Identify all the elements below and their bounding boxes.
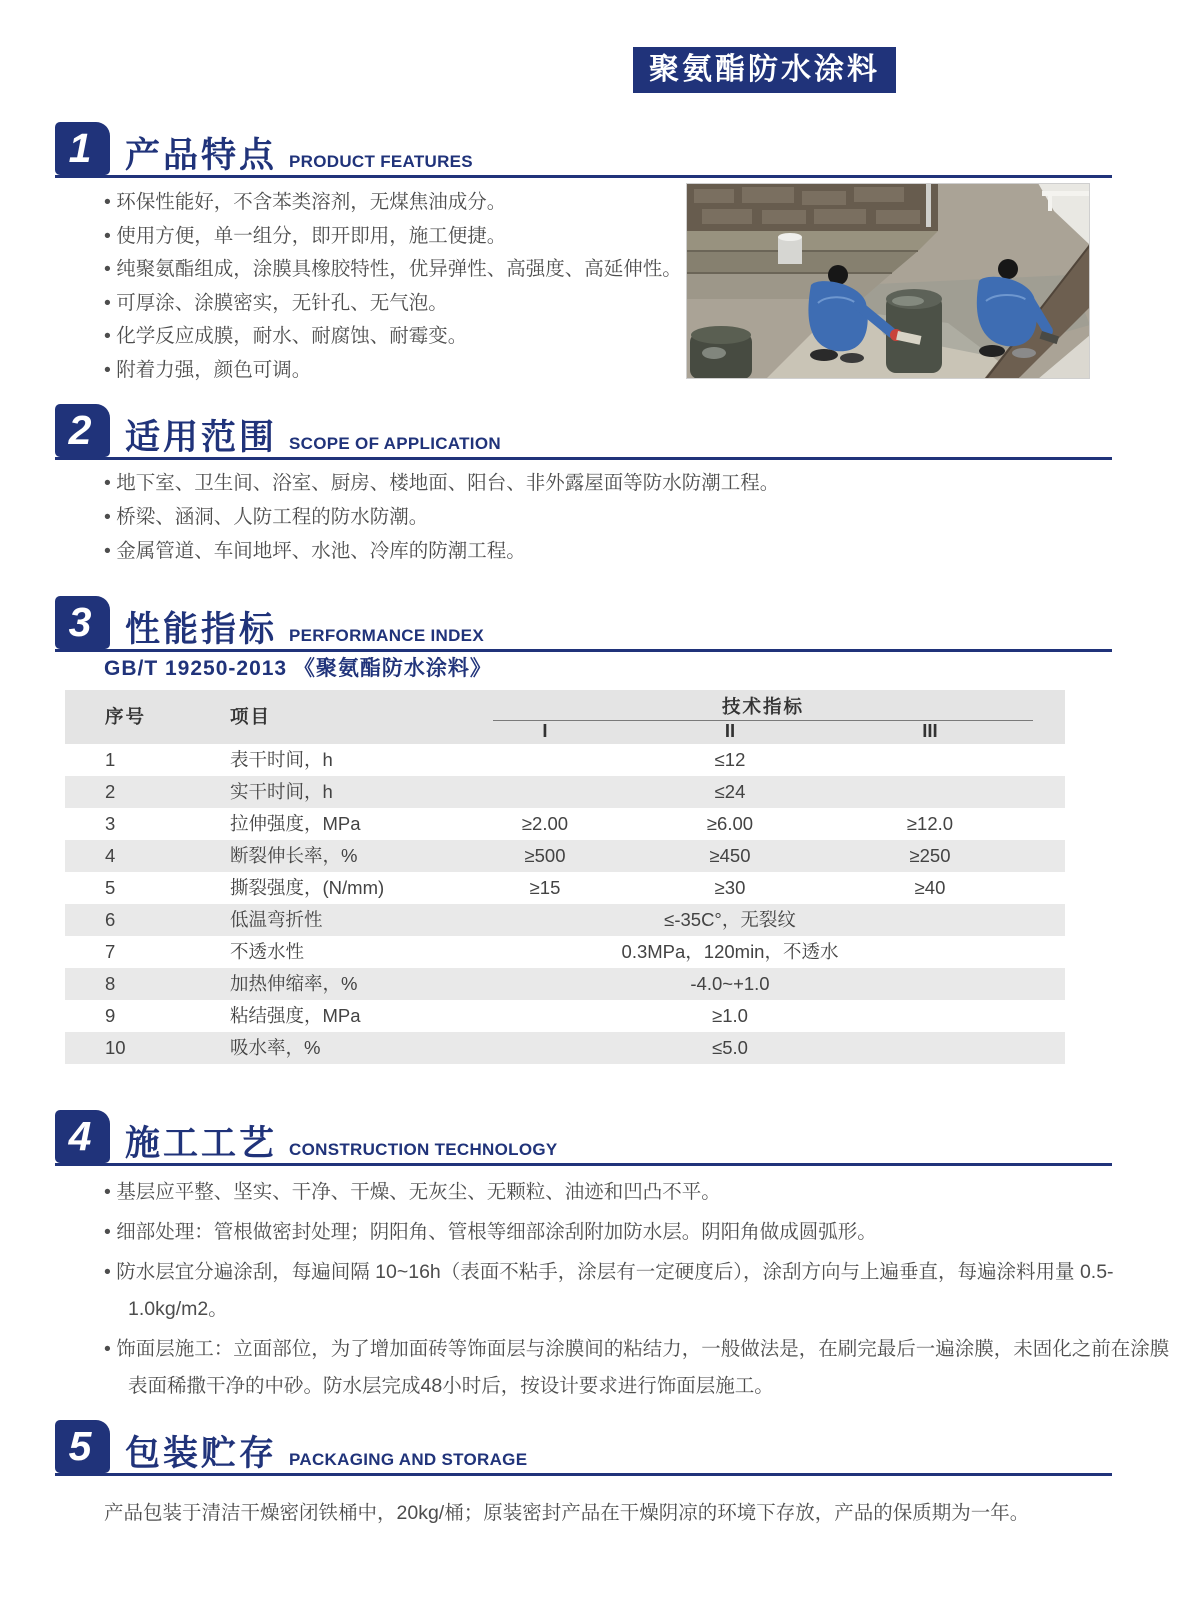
row-value-grade-iii: ≥250 (909, 845, 951, 866)
row-index: 1 (105, 749, 116, 770)
row-item: 实干时间，h (230, 781, 333, 802)
section-3-header (55, 596, 1112, 652)
feature-bullet: • 使用方便，单一组分，即开即用，施工便捷。 (104, 220, 682, 254)
section-3-subtitle: PERFORMANCE INDEX (289, 626, 484, 645)
row-index: 5 (105, 877, 116, 898)
row-item: 加热伸缩率，% (230, 973, 358, 994)
section-5-header (55, 1420, 1112, 1476)
row-value-span: ≤-35C°，无裂纹 (664, 909, 796, 930)
feature-bullet: • 纯聚氨酯组成，涂膜具橡胶特性，优异弹性、高强度、高延伸性。 (104, 253, 682, 287)
row-index: 8 (105, 973, 116, 994)
construction-bullet: • 细部处理：管根做密封处理；阴阳角、管根等细部涂刮附加防水层。阴阳角做成圆弧形。 (104, 1214, 1170, 1251)
product-features-list (104, 186, 682, 387)
row-value-grade-i: ≥2.00 (521, 813, 569, 834)
row-value-span: ≤24 (714, 781, 746, 802)
section-1-title: 产品特点 (125, 136, 278, 175)
table-row (65, 744, 1065, 776)
performance-table-header (65, 690, 1065, 744)
section-4-number-badge: 4 (55, 1110, 110, 1163)
row-index: 7 (105, 941, 116, 962)
section-2-title: 适用范围 (125, 418, 278, 457)
section-4-subtitle: CONSTRUCTION TECHNOLOGY (289, 1140, 558, 1159)
construction-bullet: • 饰面层施工：立面部位，为了增加面砖等饰面层与涂膜间的粘结力，一般做法是，在刷完最后一遍涂膜，未固化之前在涂膜表面稀撒干净的中砂。防水层完成48小时后，按设计要求进行饰面层施工。 (104, 1331, 1170, 1405)
table-row (65, 904, 1065, 936)
performance-table-body (65, 744, 1065, 1064)
grade-header-I: I (542, 720, 548, 741)
row-index: 3 (105, 813, 116, 834)
application-photo (686, 183, 1090, 379)
row-index: 6 (105, 909, 116, 930)
performance-table (65, 690, 1065, 1064)
row-value-span: ≤12 (714, 749, 746, 770)
grade-header-II: II (724, 720, 736, 741)
table-row (65, 776, 1065, 808)
table-row (65, 872, 1065, 904)
row-value-grade-i: ≥15 (529, 877, 561, 898)
row-item: 吸水率，% (230, 1037, 321, 1058)
section-3-number-badge: 3 (55, 596, 110, 649)
section-2-subtitle: SCOPE OF APPLICATION (289, 434, 501, 453)
packaging-storage-text: 产品包装于清洁干燥密闭铁桶中，20kg/桶；原装密封产品在干燥阴凉的环境下存放，产品的保质期为一年。 (104, 1502, 1030, 1524)
scope-bullet: • 地下室、卫生间、浴室、厨房、楼地面、阳台、非外露屋面等防水防潮工程。 (104, 466, 779, 500)
row-value-span: ≤5.0 (712, 1037, 748, 1058)
standard-reference: GB/T 19250-2013 《聚氨酯防水涂料》 (104, 657, 492, 680)
section-2-header (55, 404, 1112, 460)
table-row (65, 1000, 1065, 1032)
row-value-grade-ii: ≥6.00 (706, 813, 754, 834)
grade-header-III: III (922, 720, 938, 741)
row-item: 断裂伸长率，% (230, 845, 358, 866)
construction-steps-list (104, 1174, 1170, 1408)
construction-bullet: • 基层应平整、坚实、干净、干燥、无灰尘、无颗粒、油迹和凹凸不平。 (104, 1174, 1170, 1211)
section-1-number-badge: 1 (55, 122, 110, 175)
table-row (65, 808, 1065, 840)
row-item: 粘结强度，MPa (230, 1005, 361, 1026)
row-item: 拉伸强度，MPa (230, 813, 361, 834)
row-value-span: 0.3MPa，120min，不透水 (621, 941, 839, 962)
row-value-grade-ii: ≥30 (714, 877, 746, 898)
scope-bullet: • 桥梁、涵洞、人防工程的防水防潮。 (104, 500, 779, 534)
table-row (65, 1032, 1065, 1064)
row-value-grade-ii: ≥450 (709, 845, 751, 866)
workers-applying-coating-illustration (686, 183, 1090, 379)
row-index: 9 (105, 1005, 116, 1026)
row-item: 低温弯折性 (230, 909, 323, 930)
table-row (65, 936, 1065, 968)
feature-bullet: • 环保性能好，不含苯类溶剂，无煤焦油成分。 (104, 186, 682, 220)
section-4-header (55, 1110, 1112, 1166)
table-row (65, 840, 1065, 872)
row-value-grade-iii: ≥40 (914, 877, 946, 898)
feature-bullet: • 附着力强，颜色可调。 (104, 354, 682, 388)
feature-bullet: • 化学反应成膜，耐水、耐腐蚀、耐霉变。 (104, 320, 682, 354)
col-header-index: 序号 (105, 706, 147, 727)
section-3-title: 性能指标 (125, 610, 278, 649)
application-scope-list (104, 466, 779, 568)
row-item: 表干时间，h (230, 749, 333, 770)
row-item: 撕裂强度，(N/mm) (230, 877, 385, 898)
section-5-subtitle: PACKAGING AND STORAGE (289, 1450, 528, 1469)
col-header-item: 项目 (230, 706, 272, 727)
section-2-number-badge: 2 (55, 404, 110, 457)
feature-bullet: • 可厚涂、涂膜密实，无针孔、无气泡。 (104, 287, 682, 321)
row-value-span: ≥1.0 (712, 1005, 748, 1026)
col-header-tech-index: 技术指标 (721, 696, 804, 717)
construction-bullet: • 防水层宜分遍涂刮，每遍间隔 10~16h（表面不粘手，涂层有一定硬度后），涂刮方向与上遍垂直，每遍涂料用量 0.5-1.0kg/m2。 (104, 1254, 1170, 1328)
row-item: 不透水性 (230, 941, 305, 962)
section-4-title: 施工工艺 (125, 1124, 278, 1163)
row-value-grade-iii: ≥12.0 (906, 813, 954, 834)
row-index: 2 (105, 781, 116, 802)
table-row (65, 968, 1065, 1000)
row-index: 4 (105, 845, 116, 866)
row-value-grade-i: ≥500 (524, 845, 566, 866)
row-value-span: -4.0~+1.0 (690, 973, 770, 994)
section-1-subtitle: PRODUCT FEATURES (289, 152, 473, 171)
section-5-number-badge: 5 (55, 1420, 110, 1473)
row-index: 10 (105, 1037, 126, 1058)
product-title-banner: 聚氨酯防水涂料 (633, 47, 896, 93)
scope-bullet: • 金属管道、车间地坪、水池、冷库的防潮工程。 (104, 534, 779, 568)
section-5-title: 包装贮存 (125, 1434, 278, 1473)
section-1-header (55, 122, 1112, 178)
